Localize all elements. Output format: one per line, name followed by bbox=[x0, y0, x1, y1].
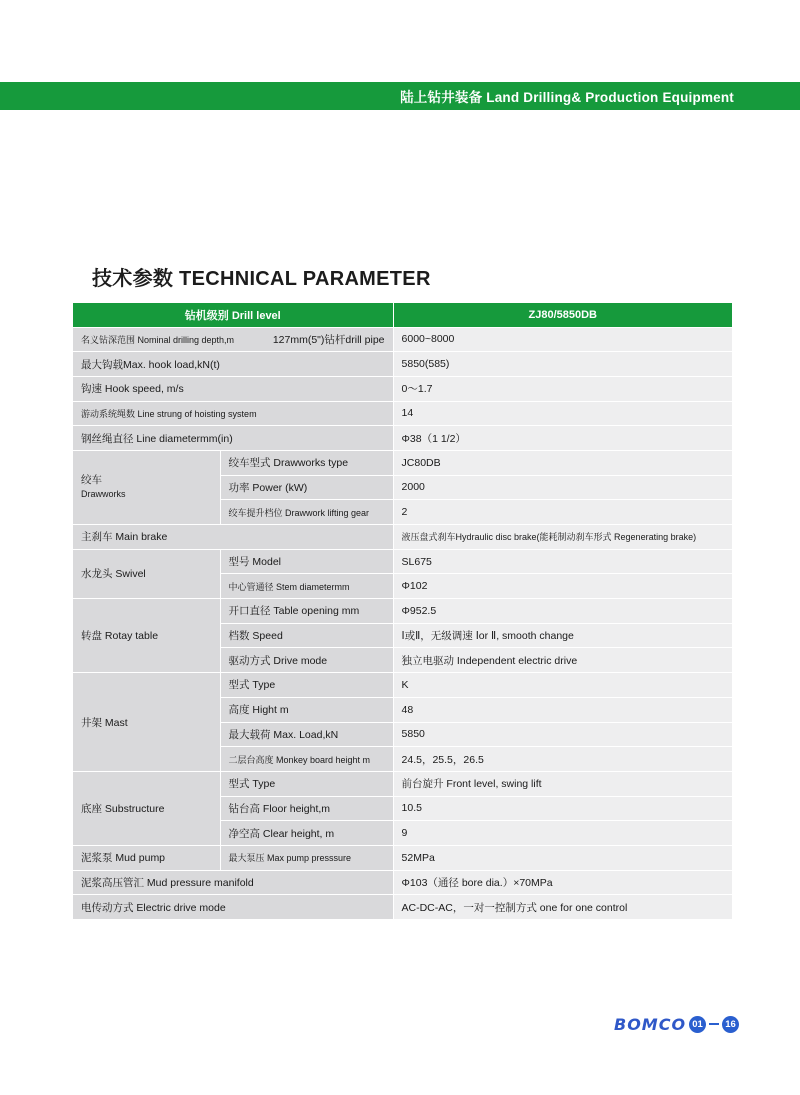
row-value: JC80DB bbox=[393, 450, 732, 475]
row-value: 独立电驱动 Independent electric drive bbox=[393, 648, 732, 673]
row-value: AC-DC-AC，一对一控制方式 one for one control bbox=[393, 895, 732, 920]
row-value: 10.5 bbox=[393, 796, 732, 821]
row-label: 主刹车 Main brake bbox=[73, 525, 393, 550]
parameter-table bbox=[73, 303, 732, 920]
row-value: 前台旋升 Front level, swing lift bbox=[393, 771, 732, 796]
footer bbox=[614, 1013, 739, 1035]
group-drawworks-en: Drawworks bbox=[81, 489, 126, 500]
row-value: 2 bbox=[393, 500, 732, 525]
brand-logo: BOMCO bbox=[614, 1014, 687, 1034]
row-value: Ⅰ或Ⅱ，无级调速 Ⅰor Ⅱ, smooth change bbox=[393, 623, 732, 648]
sub-label: 高度 Hight m bbox=[220, 697, 393, 722]
row-label: 最大钩载Max. hook load,kN(t) bbox=[73, 352, 393, 377]
row-value: K bbox=[393, 673, 732, 698]
drill-pipe-label: 127mm(5")钻杆drill pipe bbox=[272, 333, 385, 346]
row-value: 液压盘式刹车Hydraulic disc brake(能耗制动刹车形式 Regenerating brake) bbox=[393, 525, 732, 550]
row-label bbox=[73, 327, 393, 352]
table-row bbox=[73, 450, 732, 475]
row-label: 钢丝绳直径 Line diametermm(in) bbox=[73, 426, 393, 451]
section-title: 技术参数 TECHNICAL PARAMETER bbox=[92, 268, 431, 290]
table-row bbox=[73, 673, 732, 698]
row-value: SL675 bbox=[393, 549, 732, 574]
header-drill-level: 钻机级别 Drill level bbox=[73, 303, 393, 327]
sub-label: 最大泵压 Max pump presssure bbox=[220, 845, 393, 870]
table-row bbox=[73, 599, 732, 624]
sub-label: 二层台高度 Monkey board height m bbox=[220, 747, 393, 772]
row-value: 14 bbox=[393, 401, 732, 426]
row-value: 24.5，25.5，26.5 bbox=[393, 747, 732, 772]
nominal-depth-label: 名义钻深范围 Nominal drilling depth,m bbox=[81, 334, 235, 345]
sub-label: 净空高 Clear height, m bbox=[220, 821, 393, 846]
group-rotary-table: 转盘 Rotay table bbox=[73, 599, 220, 673]
page-number: 16 bbox=[722, 1016, 739, 1033]
header-model: ZJ80/5850DB bbox=[393, 303, 732, 327]
row-label: 钩速 Hook speed, m/s bbox=[73, 376, 393, 401]
table-row bbox=[73, 845, 732, 870]
row-value: Φ103（通径 bore dia.）×70MPa bbox=[393, 870, 732, 895]
row-value: 2000 bbox=[393, 475, 732, 500]
sub-label: 绞车提升档位 Drawwork lifting gear bbox=[220, 500, 393, 525]
group-substructure: 底座 Substructure bbox=[73, 771, 220, 845]
row-value: 5850(585) bbox=[393, 352, 732, 377]
sub-label: 型式 Type bbox=[220, 673, 393, 698]
group-swivel: 水龙头 Swivel bbox=[73, 549, 220, 598]
group-drawworks bbox=[73, 450, 220, 524]
page-section-number: 01 bbox=[689, 1016, 706, 1033]
sub-label: 绞车型式 Drawworks type bbox=[220, 450, 393, 475]
table-row bbox=[73, 352, 732, 377]
table-header-row bbox=[73, 303, 732, 327]
table-row bbox=[73, 870, 732, 895]
sub-label: 功率 Power (kW) bbox=[220, 475, 393, 500]
page-separator bbox=[709, 1023, 719, 1025]
table-row bbox=[73, 426, 732, 451]
sub-label: 型号 Model bbox=[220, 549, 393, 574]
row-value: Φ952.5 bbox=[393, 599, 732, 624]
row-label: 电传动方式 Electric drive mode bbox=[73, 895, 393, 920]
sub-label: 最大载荷 Max. Load,kN bbox=[220, 722, 393, 747]
group-mud-pump: 泥浆泵 Mud pump bbox=[73, 845, 220, 870]
sub-label: 中心管通径 Stem diametermm bbox=[220, 574, 393, 599]
table-row bbox=[73, 327, 732, 352]
table-row bbox=[73, 549, 732, 574]
group-mast: 井架 Mast bbox=[73, 673, 220, 772]
row-label: 泥浆高压管汇 Mud pressure manifold bbox=[73, 870, 393, 895]
row-value: 9 bbox=[393, 821, 732, 846]
row-label: 游动系统绳数 Line strung of hoisting system bbox=[73, 401, 393, 426]
sub-label: 钻台高 Floor height,m bbox=[220, 796, 393, 821]
row-value: Φ102 bbox=[393, 574, 732, 599]
row-value: Φ38（1 1/2） bbox=[393, 426, 732, 451]
row-value: 6000~8000 bbox=[393, 327, 732, 352]
row-value: 48 bbox=[393, 697, 732, 722]
banner-text: 陆上钻井装备 Land Drilling& Production Equipment bbox=[400, 90, 734, 105]
table-row bbox=[73, 895, 732, 920]
table-row bbox=[73, 401, 732, 426]
row-value: 0～1.7 bbox=[393, 376, 732, 401]
table-row bbox=[73, 525, 732, 550]
sub-label: 档数 Speed bbox=[220, 623, 393, 648]
sub-label: 开口直径 Table opening mm bbox=[220, 599, 393, 624]
row-value: 5850 bbox=[393, 722, 732, 747]
sub-label: 型式 Type bbox=[220, 771, 393, 796]
table-row bbox=[73, 771, 732, 796]
table-row bbox=[73, 376, 732, 401]
sub-label: 驱动方式 Drive mode bbox=[220, 648, 393, 673]
group-drawworks-cn: 绞车 bbox=[81, 474, 102, 487]
header-banner bbox=[0, 82, 800, 110]
row-value: 52MPa bbox=[393, 845, 732, 870]
